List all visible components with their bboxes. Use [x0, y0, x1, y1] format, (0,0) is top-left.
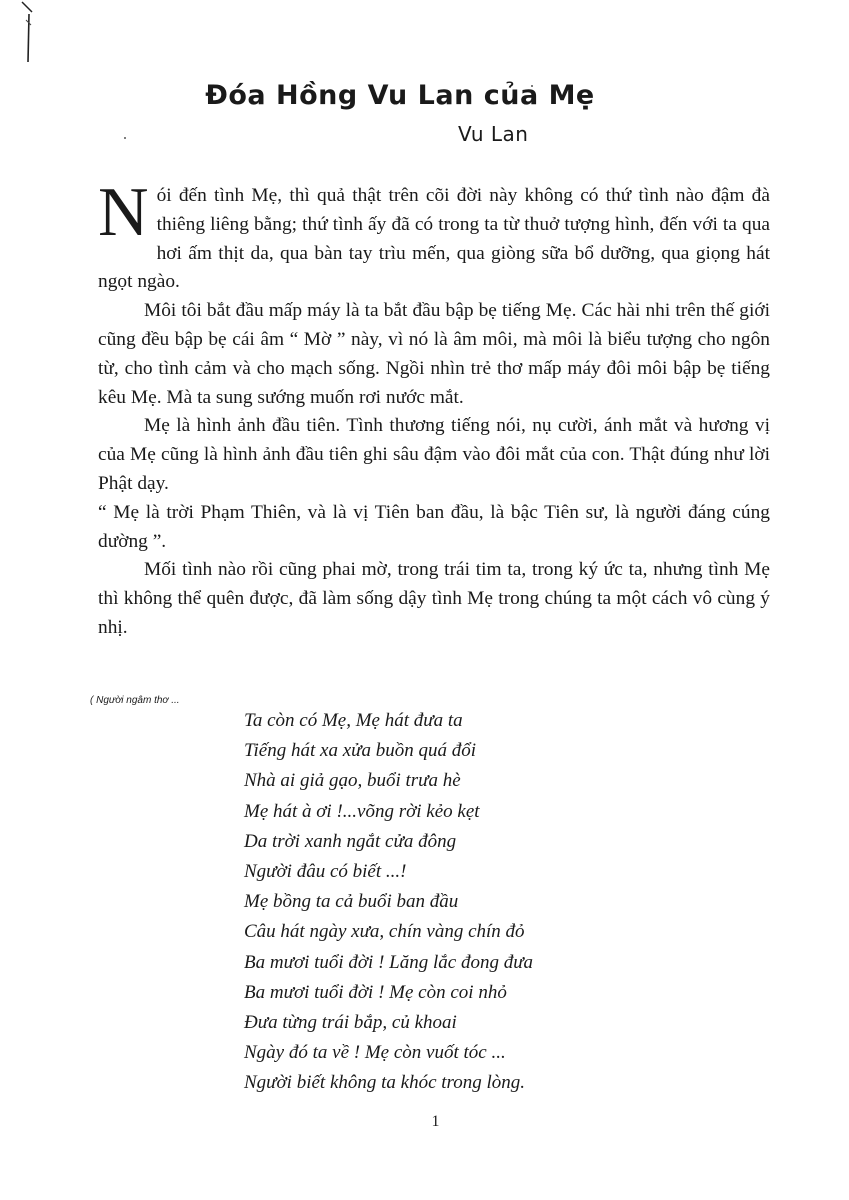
paragraph-1-text: ói đến tình Mẹ, thì quả thật trên cõi đời này không có thứ tình nào đậm đà thiêng liêng bằng; thứ tình ấy đã có trong ta từ thuở tượng hình, đến với ta qua hơi ấm thịt da, qua bàn tay trìu mến, qua giòng sữa bổ dưỡng, qua giọng hát ngọt ngào.: [98, 185, 770, 293]
author-name: Vu Lan: [458, 122, 529, 146]
poem-line: Đưa từng trái bắp, củ khoai: [244, 1012, 457, 1034]
page-number: 1: [431, 1113, 440, 1130]
poem-line: Da trời xanh ngắt cửa đông: [244, 830, 457, 852]
paragraph-2: Môi tôi bắt đầu mấp máy là ta bắt đầu bập bẹ tiếng Mẹ. Các hài nhi trên thế giới cũng đều bập bẹ cái âm “ Mờ ” này, vì nó là âm môi, mà môi là biểu tượng cho ngôn từ, cho tình cảm và cho mạch sống. Ngồi nhìn trẻ thơ mấp máy đôi môi bập bẹ tiếng kêu Mẹ. Mà ta sung sướng muốn rơi nước mắt.: [98, 300, 770, 408]
poem-line: Câu hát ngày xưa, chín vàng chín đỏ: [244, 921, 525, 943]
buddha-quote: “ Mẹ là trời Phạm Thiên, và là vị Tiên ban đầu, là bậc Tiên sư, là người đáng cúng dường ”.: [98, 501, 770, 552]
paragraph-3: Mẹ là hình ảnh đầu tiên. Tình thương tiếng nói, nụ cười, ánh mắt và hương vị của Mẹ cũng là hình ảnh đầu tiên ghi sâu đậm vào đôi mắt của con. Thật đúng như lời Phật dạy.: [98, 415, 770, 494]
page-title: Đóa Hồng Vu Lan của Mẹ: [205, 80, 595, 111]
poem-line: Người đâu có biết ...!: [244, 861, 407, 883]
poem-line: Tiếng hát xa xửa buồn quá đổi: [244, 740, 477, 762]
paragraph-4: Mối tình nào rồi cũng phai mờ, trong trái tim ta, trong ký ức ta, nhưng tình Mẹ thì không thể quên được, đã làm sống dậy tình Mẹ trong chúng ta một cách vô cùng ý nhị.: [98, 559, 770, 638]
margin-scan-mark: [12, 0, 42, 70]
poem-line: Ngày đó ta về ! Mẹ còn vuốt tóc ...: [244, 1042, 506, 1064]
poem-line: Mẹ bồng ta cả buổi ban đầu: [244, 891, 459, 913]
poem-line: Mẹ hát à ơi !...võng rời kẻo kẹt: [244, 800, 480, 822]
poem-line: Người biết không ta khóc trong lòng.: [244, 1072, 526, 1094]
scan-speck: [124, 137, 126, 139]
poem-intro-note: ( Người ngâm thơ ...: [90, 695, 180, 706]
poem-line: Ta còn có Mẹ, Mẹ hát đưa ta: [244, 710, 463, 731]
poem-line: Nhà ai giả gạo, buổi trưa hè: [244, 770, 461, 792]
poem-line: Ba mươi tuổi đời ! Lăng lắc đong đưa: [244, 951, 534, 973]
poem: [244, 706, 533, 1099]
paragraph-1: [98, 174, 770, 297]
article-body: [98, 174, 770, 643]
drop-cap: N: [98, 174, 149, 251]
poem-line: Ba mươi tuổi đời ! Mẹ còn coi nhỏ: [244, 981, 507, 1003]
